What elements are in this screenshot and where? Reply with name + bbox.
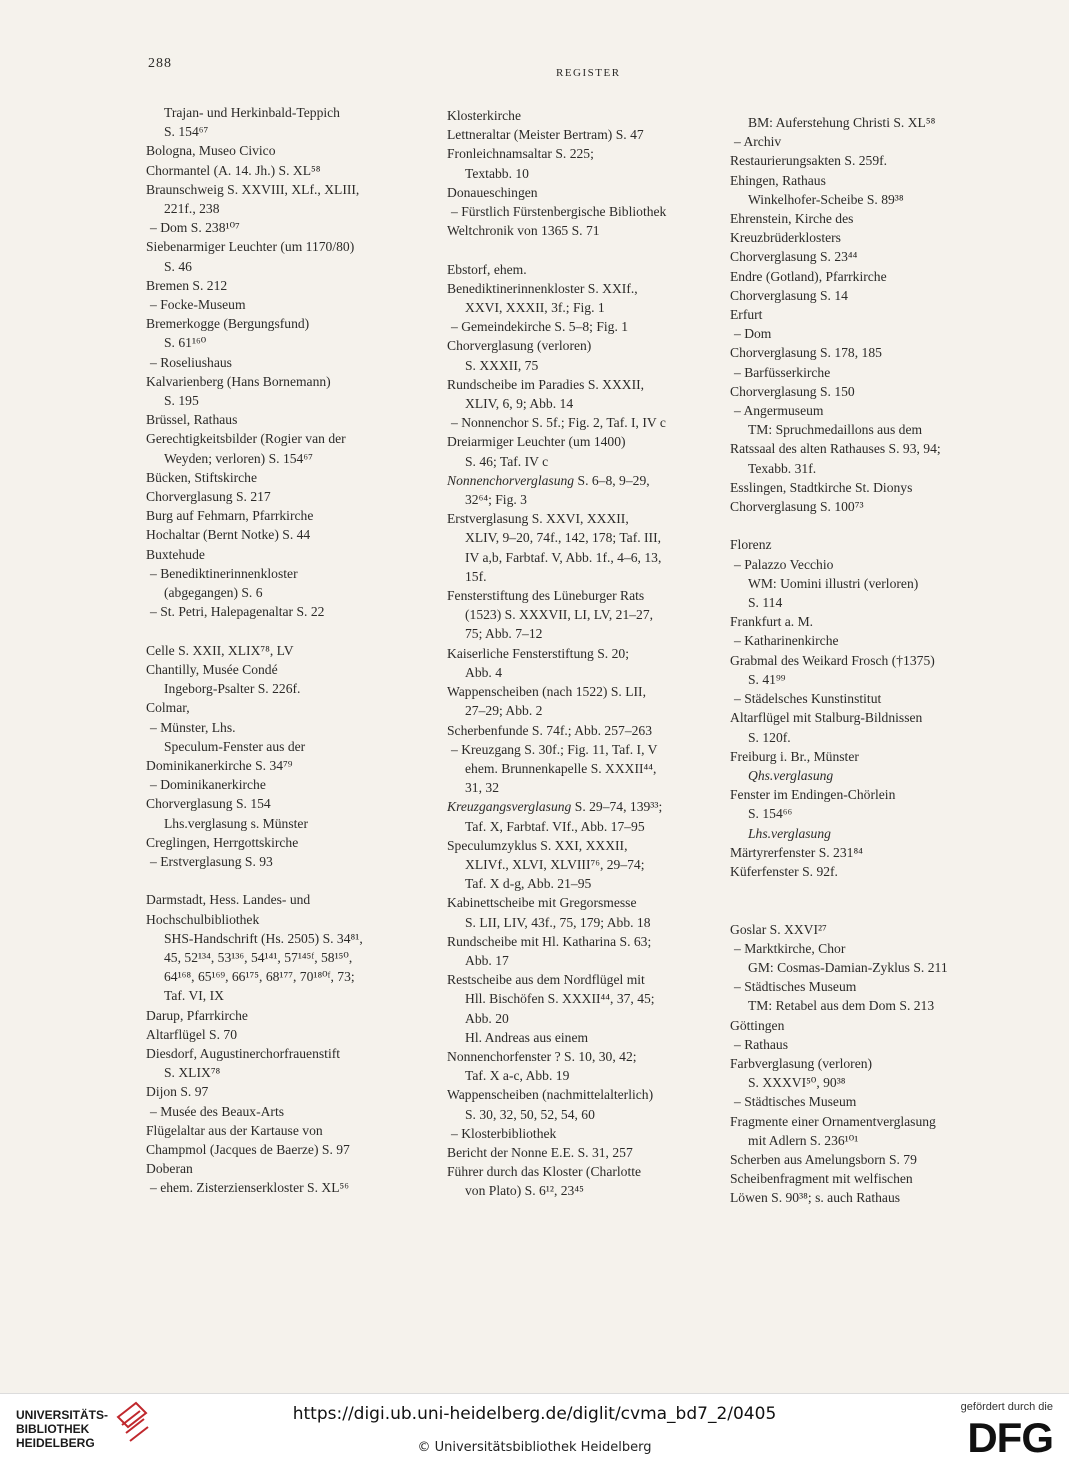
index-line: Ratssaal des alten Rathauses S. 93, 94; <box>730 441 941 457</box>
index-line: Dominikanerkirche S. 34⁷⁹ <box>146 757 293 773</box>
index-line: Restscheibe aus dem Nordflügel mit <box>447 972 645 988</box>
index-line: – Kreuzgang S. 30f.; Fig. 11, Taf. I, V <box>451 741 658 757</box>
index-line: Abb. 4 <box>465 664 503 680</box>
index-line: Donaueschingen <box>447 184 538 200</box>
index-line: Buxtehude <box>146 546 205 562</box>
index-line: TM: Spruchmedaillons aus dem <box>748 422 923 438</box>
index-line: Endre (Gotland), Pfarrkirche <box>730 268 887 284</box>
index-line: Altarflügel mit Stalburg-Bildnissen <box>730 710 923 726</box>
index-line: – Focke-Museum <box>150 297 246 313</box>
index-line: Fronleichnamsaltar S. 225; <box>447 146 594 162</box>
index-line: Texabb. 31f. <box>748 460 817 476</box>
index-line: Speculumzyklus S. XXI, XXXII, <box>447 837 628 853</box>
index-line: mit Adlern S. 236¹⁰¹ <box>748 1132 859 1148</box>
index-column-2 <box>447 106 732 1201</box>
index-line: S. LII, LIV, 43f., 75, 179; Abb. 18 <box>465 914 651 930</box>
index-line: Rundscheibe im Paradies S. XXXII, <box>447 376 645 392</box>
index-line <box>146 621 436 640</box>
running-head: REGISTER <box>556 67 621 79</box>
index-line: Klosterkirche <box>447 108 521 123</box>
index-line: Goslar S. XXVI²⁷ <box>730 921 827 937</box>
index-line: – Nonnenchor S. 5f.; Fig. 2, Taf. I, IV c <box>451 415 666 431</box>
index-line: S. 46; Taf. IV c <box>465 453 549 469</box>
index-line: 75; Abb. 7–12 <box>465 626 543 642</box>
index-line: 15f. <box>465 568 487 584</box>
index-line: – ehem. Zisterzienserkloster S. XL⁵⁶ <box>150 1180 349 1196</box>
index-line: S. 195 <box>164 393 199 409</box>
index-line: S. XLIX⁷⁸ <box>164 1065 221 1081</box>
index-line: Ingeborg-Psalter S. 226f. <box>164 681 301 697</box>
index-line: Göttingen <box>730 1017 785 1033</box>
index-line: 221f., 238 <box>164 201 220 217</box>
index-line: – Angermuseum <box>734 403 824 419</box>
index-line: Taf. VI, IX <box>164 988 224 1004</box>
index-line: – Städtisches Museum <box>734 1094 857 1110</box>
index-line <box>730 516 1020 535</box>
index-line: Löwen S. 90³⁸; s. auch Rathaus <box>730 1190 901 1206</box>
index-line: Creglingen, Herrgottskirche <box>146 834 299 850</box>
index-line: – Roseliushaus <box>150 354 232 370</box>
index-line: Chorverglasung S. 23⁴⁴ <box>730 249 858 265</box>
index-line: Lhs.verglasung s. Münster <box>164 815 308 831</box>
index-line: Abb. 20 <box>465 1010 509 1026</box>
index-line: Scheibenfragment mit welfischen <box>730 1171 913 1187</box>
index-line: 31, 32 <box>465 780 499 796</box>
index-line: Küferfenster S. 92f. <box>730 863 838 879</box>
index-line: Chantilly, Musée Condé <box>146 661 278 677</box>
index-line: Diesdorf, Augustinerchorfrauenstift <box>146 1045 341 1061</box>
funding-caption: gefördert durch die <box>960 1401 1053 1413</box>
index-line: – Fürstlich Fürstenbergische Bibliothek <box>451 204 667 220</box>
index-line: Kreuzgangsverglasung S. 29–74, 139³³; <box>447 799 663 815</box>
index-line: Restaurierungsakten S. 259f. <box>730 153 888 169</box>
index-line: Erstverglasung S. XXVI, XXXII, <box>447 511 629 527</box>
index-line: Bremerkogge (Bergungsfund) <box>146 316 310 332</box>
index-line: Bericht der Nonne E.E. S. 31, 257 <box>447 1144 633 1160</box>
index-line: Bologna, Museo Civico <box>146 143 276 159</box>
index-line: S. 154⁶⁷ <box>164 124 209 140</box>
index-line: S. 154⁶⁶ <box>748 806 793 822</box>
index-line: Colmar, <box>146 700 190 716</box>
index-line: Fenster im Endingen-Chörlein <box>730 787 896 803</box>
index-line: – Städelsches Kunstinstitut <box>734 691 882 707</box>
index-line: Kreuzbrüderklosters <box>730 230 841 246</box>
index-line: Darup, Pfarrkirche <box>146 1007 248 1023</box>
index-line: Flügelaltar aus der Kartause von <box>146 1122 323 1138</box>
index-line: S. 41⁹⁹ <box>748 671 786 687</box>
index-line: Qhs.verglasung <box>748 767 834 783</box>
index-line: – Palazzo Vecchio <box>734 556 834 572</box>
index-line: – Dominikanerkirche <box>150 777 266 793</box>
index-line: Chorverglasung (verloren) <box>447 338 592 354</box>
index-line: von Plato) S. 6¹², 23⁴⁵ <box>465 1183 584 1199</box>
index-line: Führer durch das Kloster (Charlotte <box>447 1164 642 1180</box>
index-line: Lettneraltar (Meister Bertram) S. 47 <box>447 127 644 143</box>
index-line: Freiburg i. Br., Münster <box>730 748 859 764</box>
index-line: S. 61¹⁶⁰ <box>164 335 207 351</box>
index-line: S. XXXII, 75 <box>465 357 539 373</box>
index-line: – Benediktinerinnenkloster <box>150 565 298 581</box>
index-line: Bücken, Stiftskirche <box>146 469 257 485</box>
copyright-notice: © Universitätsbibliothek Heidelberg <box>417 1440 652 1455</box>
index-line: Taf. X a-c, Abb. 19 <box>465 1068 570 1084</box>
index-line: Altarflügel S. 70 <box>146 1026 237 1042</box>
index-line: XLIVf., XLVI, XLVIII⁷⁶, 29–74; <box>465 856 645 872</box>
library-name: UNIVERSITÄTS- BIBLIOTHEK HEIDELBERG <box>16 1408 109 1450</box>
index-line: XLIV, 6, 9; Abb. 14 <box>465 396 574 412</box>
index-line: Dijon S. 97 <box>146 1084 209 1100</box>
index-line: XXVI, XXXII, 3f.; Fig. 1 <box>465 300 605 316</box>
index-line: Nonnenchorfenster ? S. 10, 30, 42; <box>447 1048 637 1064</box>
index-line: Chormantel (A. 14. Jh.) S. XL⁵⁸ <box>146 162 321 178</box>
index-line: 45, 52¹³⁴, 53¹³⁶, 54¹⁴¹, 57¹⁴⁵ᶠ, 58¹⁵⁰, <box>164 949 353 965</box>
index-line: ehem. Brunnenkapelle S. XXXII⁴⁴, <box>465 760 657 776</box>
index-line: Scherben aus Amelungsborn S. 79 <box>730 1151 917 1167</box>
index-line: – Barfüsserkirche <box>734 364 831 380</box>
index-line: 64¹⁶⁸, 65¹⁶⁹, 66¹⁷⁵, 68¹⁷⁷, 70¹⁸⁰ᶠ, 73; <box>164 969 355 985</box>
index-line: Rundscheibe mit Hl. Katharina S. 63; <box>447 933 652 949</box>
index-line: Brüssel, Rathaus <box>146 412 238 428</box>
index-line: 32⁶⁴; Fig. 3 <box>465 492 527 508</box>
index-line: Doberan <box>146 1161 193 1177</box>
index-line: 27–29; Abb. 2 <box>465 703 543 719</box>
index-line <box>730 900 1020 919</box>
index-line <box>730 881 1020 900</box>
index-column-1 <box>146 103 436 1198</box>
index-line: S. 30, 32, 50, 52, 54, 60 <box>465 1106 595 1122</box>
index-line: Erfurt <box>730 307 763 323</box>
index-line: IV a,b, Farbtaf. V, Abb. 1f., 4–6, 13, <box>465 549 662 565</box>
index-line: Chorverglasung S. 217 <box>146 489 271 505</box>
index-line: Darmstadt, Hess. Landes- und <box>146 892 311 908</box>
index-line: Taf. X, Farbtaf. VIf., Abb. 17–95 <box>465 818 645 834</box>
index-line: Lhs.verglasung <box>748 825 831 841</box>
index-line: Kalvarienberg (Hans Bornemann) <box>146 373 331 389</box>
index-line: Taf. X d-g, Abb. 21–95 <box>465 876 592 892</box>
index-line: Weltchronik von 1365 S. 71 <box>447 223 600 239</box>
index-line: S. 46 <box>164 258 192 274</box>
index-line <box>447 240 732 259</box>
index-line: Abb. 17 <box>465 952 509 968</box>
index-line: – Erstverglasung S. 93 <box>150 853 273 869</box>
index-line: – Dom <box>734 326 772 342</box>
index-line: – Marktkirche, Chor <box>734 940 846 956</box>
permalink-url[interactable]: https://digi.ub.uni-heidelberg.de/diglit/cvma_bd7_2/0405 <box>292 1404 777 1424</box>
index-line: Chorverglasung S. 150 <box>730 383 855 399</box>
index-line: – Gemeindekirche S. 5–8; Fig. 1 <box>451 319 629 335</box>
index-line: Burg auf Fehmarn, Pfarrkirche <box>146 508 314 524</box>
index-line: Ehingen, Rathaus <box>730 172 826 188</box>
index-line: – Archiv <box>734 134 782 150</box>
index-line: Scherbenfunde S. 74f.; Abb. 257–263 <box>447 722 653 738</box>
index-line: – Städtisches Museum <box>734 979 857 995</box>
index-line: – St. Petri, Halepagenaltar S. 22 <box>150 604 325 620</box>
index-line: WM: Uomini illustri (verloren) <box>748 575 919 591</box>
index-line: Hochaltar (Bernt Notke) S. 44 <box>146 527 311 543</box>
page-number: 288 <box>148 56 172 71</box>
index-line: Märtyrerfenster S. 231⁸⁴ <box>730 844 863 860</box>
index-line: Wappenscheiben (nach 1522) S. LII, <box>447 684 646 700</box>
index-line: (abgegangen) S. 6 <box>164 585 263 601</box>
index-line: Grabmal des Weikard Frosch (†1375) <box>730 652 935 668</box>
index-line: Fragmente einer Ornamentverglasung <box>730 1113 936 1129</box>
index-line: Hochschulbibliothek <box>146 911 260 927</box>
index-line: Braunschweig S. XXVIII, XLf., XLIII, <box>146 181 360 197</box>
index-line: Benediktinerinnenkloster S. XXIf., <box>447 280 638 296</box>
index-line: S. 120f. <box>748 729 791 745</box>
index-line: – Münster, Lhs. <box>150 719 236 735</box>
index-line: TM: Retabel aus dem Dom S. 213 <box>748 998 935 1014</box>
index-line: S. 114 <box>748 595 783 611</box>
viewer-footer <box>0 1393 1069 1469</box>
index-line: GM: Cosmas-Damian-Zyklus S. 211 <box>748 959 948 975</box>
index-line: Chorverglasung S. 154 <box>146 796 271 812</box>
index-line: Celle S. XXII, XLIX⁷⁸, LV <box>146 642 294 658</box>
index-line: Dreiarmiger Leuchter (um 1400) <box>447 434 626 450</box>
index-line: Champmol (Jacques de Baerze) S. 97 <box>146 1141 350 1157</box>
index-line: XLIV, 9–20, 74f., 142, 178; Taf. III, <box>465 530 662 546</box>
index-line: Hl. Andreas aus einem <box>465 1029 589 1045</box>
index-line <box>146 871 436 890</box>
dfg-logo[interactable]: DFG <box>967 1414 1053 1461</box>
index-line: Chorverglasung S. 178, 185 <box>730 345 882 361</box>
index-line: – Katharinenkirche <box>734 633 839 649</box>
index-line: Siebenarmiger Leuchter (um 1170/80) <box>146 239 355 255</box>
index-line: – Dom S. 238¹⁰⁷ <box>150 220 240 236</box>
index-line: Frankfurt a. M. <box>730 614 814 630</box>
index-line: Hll. Bischöfen S. XXXII⁴⁴, 37, 45; <box>465 991 655 1007</box>
index-line: Wappenscheiben (nachmittelalterlich) <box>447 1087 654 1103</box>
index-line: Speculum-Fenster aus der <box>164 738 306 754</box>
index-line: – Klosterbibliothek <box>451 1125 557 1141</box>
index-line: Chorverglasung S. 100⁷³ <box>730 499 864 515</box>
index-line: Farbverglasung (verloren) <box>730 1055 873 1071</box>
index-line: Esslingen, Stadtkirche St. Dionys <box>730 479 913 495</box>
index-line: Fensterstiftung des Lüneburger Rats <box>447 588 645 604</box>
index-line: – Rathaus <box>734 1036 788 1052</box>
index-line: Kabinettscheibe mit Gregorsmesse <box>447 895 637 911</box>
index-line: Gerechtigkeitsbilder (Rogier van der <box>146 431 346 447</box>
index-line: Chorverglasung S. 14 <box>730 287 848 303</box>
index-line: Nonnenchorverglasung S. 6–8, 9–29, <box>447 472 650 488</box>
index-line: Trajan- und Herkinbald-Teppich <box>164 105 340 120</box>
index-line: BM: Auferstehung Christi S. XL⁵⁸ <box>748 115 936 130</box>
index-line: Kaiserliche Fensterstiftung S. 20; <box>447 645 629 661</box>
index-line: – Musée des Beaux-Arts <box>150 1103 285 1119</box>
index-line: Bremen S. 212 <box>146 277 228 293</box>
index-line: (1523) S. XXXVII, LI, LV, 21–27, <box>465 607 654 623</box>
index-line: Ebstorf, ehem. <box>447 261 527 277</box>
index-line: Florenz <box>730 537 772 553</box>
index-line: S. XXXVI⁵⁰, 90³⁸ <box>748 1075 846 1091</box>
index-column-3 <box>730 113 1020 1208</box>
index-line: Winkelhofer-Scheibe S. 89³⁸ <box>748 191 904 207</box>
index-line: Weyden; verloren) S. 154⁶⁷ <box>164 450 313 466</box>
index-line: SHS-Handschrift (Hs. 2505) S. 34⁸¹, <box>164 930 363 946</box>
index-line: Textabb. 10 <box>465 165 529 181</box>
index-line: Ehrenstein, Kirche des <box>730 211 854 227</box>
